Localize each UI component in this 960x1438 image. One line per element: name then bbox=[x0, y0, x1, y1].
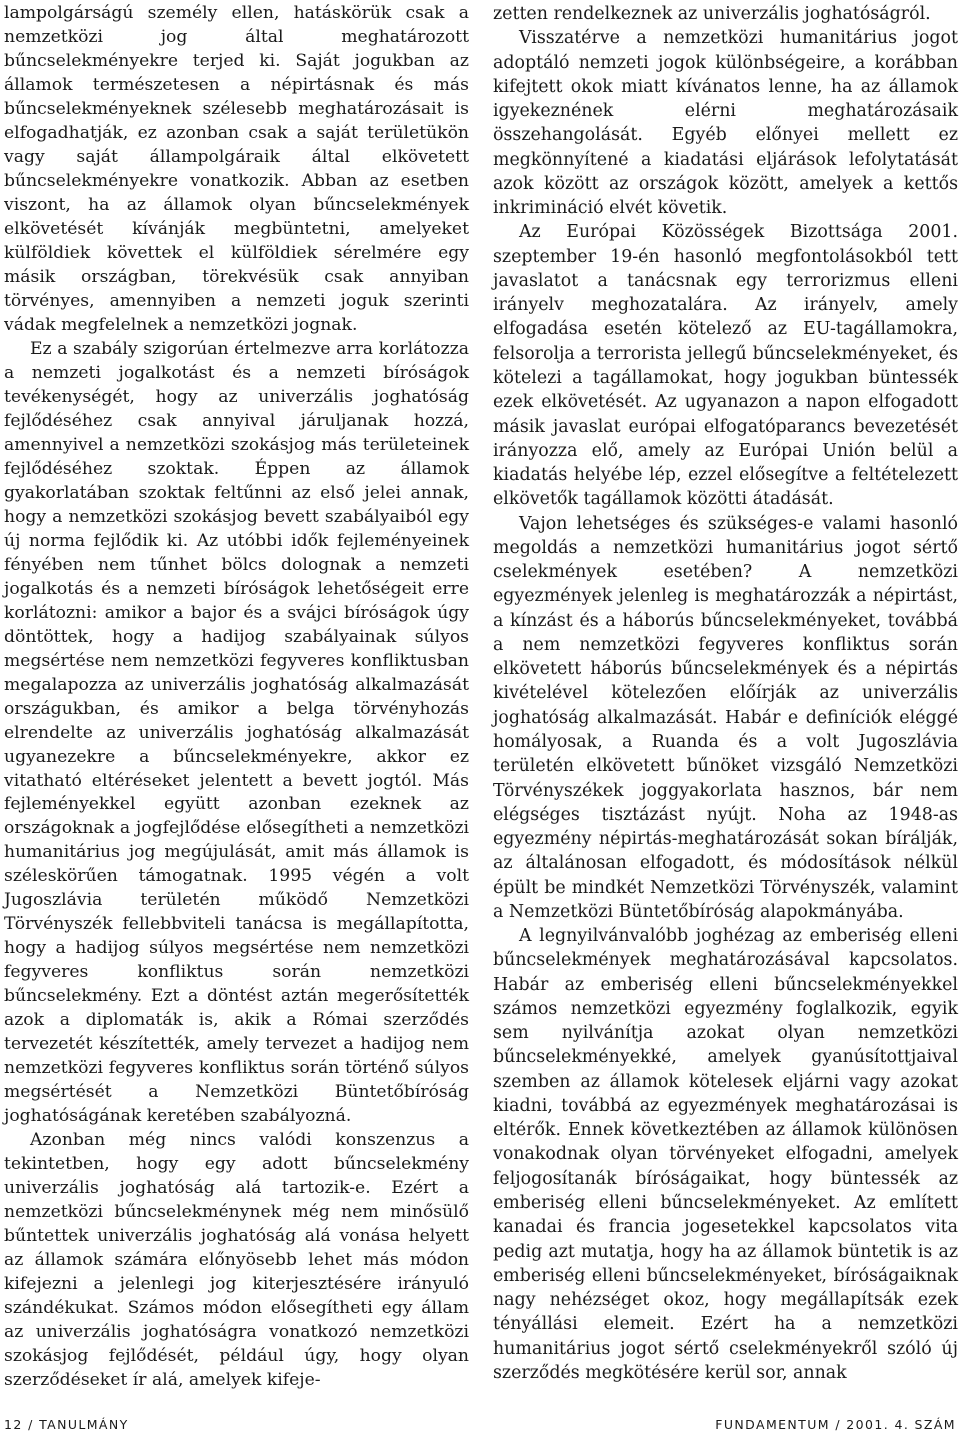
paragraph: Azonban még nincs valódi konszenzus a tekintetben, hogy egy adott bűncselekmény univerzális joghatóság alá tartozik-e. Ezért a nemzetközi bűncselekménynek még nem minősülő bűntettek univerzális joghatóság alá vonása helyett az államok számára előnyösebb lehet más módon kifejezni a jelenlegi jog kiterjesztésére irányuló szándékukat. Számos módon elősegítheti egy állam az univerzális joghatóságra vonatkozó nemzetközi szokásjog fejlődését, például úgy, hogy olyan szerződéseket ír alá, amelyek kifeje- bbox=[4, 1130, 469, 1391]
paragraph: Az Európai Közösségek Bizottsága 2001. szeptember 19-én hasonló megfontolásokból tett javaslatot a tanácsnak egy terrorizmus elleni irányelv meghozatalára. Az irányelv, amely elfogadása esetén kötelező az EU-tagállamokra, felsorolja a terrorista jellegű bűncselekményeket, és kötelezi a tagállamokat, hogy jogukban büntessék ezek elkövetését. Az ugyanazon a napon elfogadott másik javaslat európai elfogatóparancs bevezetését irányozza elő, amely az Európai Unión belül a kiadatás helyébe lép, ezzel elősegítve a feltételezett elkövetők tagállamok közötti átadását. bbox=[493, 222, 958, 510]
paragraph: A legnyilvánvalóbb joghézag az emberiség elleni bűncselekmények meghatározásával kapcsolatos. Habár az emberiség elleni bűncselekményekkel számos nemzetközi egyezmény foglalkozik, egyik sem nyilvánítja azokat olyan nemzetközi bűncselekményekké, amelyek gyanúsítottjaival szemben az államok kötelesek eljárni vagy azokat kiadni, továbbá az egyezmények meghatározásai is eltérők. Ennek következtében az államok különösen vonakodnak olyan törvényeket elfogadni, amelyek feljogosítanák bíróságaikat, hogy büntessék az emberiség elleni bűncselekményeket. Az említett kanadai és francia jogesetekkel kapcsolatos vita pedig azt mutatja, hogy ha az államok büntetik is az emberiség elleni bűncselekményeket, bíróságaiknak nagy nehézséget okoz, hogy megállapítsák ezek tényállási elemeit. Ezért ha a nemzetközi humanitárius jogot sértő cselekményekről szóló új szerződés megkötésére kerül sor, annak bbox=[493, 926, 958, 1383]
paragraph: Ez a szabály szigorúan értelmezve arra korlátozza a nemzeti jogalkotást és a nemzeti bíróságok tevékenységét, hogy az univerzális joghatóság fejlődéséhez csak annyival járuljanak hozzá, amennyivel a nemzetközi szokásjog más területeinek fejlődéséhez szoktak. Éppen az államok gyakorlatában szoktak feltűnni az első jelei annak, hogy a nemzetközi szokásjog bevett szabályaiból egy új norma fejlődik ki. Az utóbbi idők fejleményeinek fényében nem tűnhet bölcs dolognak a nemzeti jogalkotás és a nemzeti bíróságok lehetőségeit erre korlátozni: amikor a bajor és a svájci bíróságok úgy döntöttek, hogy a hadijog szabályainak súlyos megsértése nem nemzetközi fegyveres konfliktusban megalapozza az univerzális joghatóság alkalmazását országukban, és amikor a belga törvényhozás elrendelte az univerzális joghatóság alkalmazását ugyanezekre a bűncselekményekre, akkor ez vitatható eltéréseket jelentett a bevett jogtól. Más fejleményekkel együtt azonban ezeknek az országoknak a jogfejlődése elősegítheti a nemzetközi humanitárius jog megújulását, amit más államok is széleskörűen támogatnak. 1995 végén a volt Jugoszlávia területén működő Nemzetközi Törvényszék fellebbviteli tanácsa is megállapította, hogy a hadijog súlyos megsértése nem nemzetközi fegyveres konfliktus során nemzetközi bűncselekmény. Ezt a döntést aztán megerősítették azok a diplomaták is, akik a Római szerződés tervezetét készítették, amely tervezet a hadijog nem nemzetközi fegyveres konfliktus során történő súlyos megsértését a Nemzetközi Büntetőbíróság joghatóságának keretében szabályozná. bbox=[4, 338, 469, 1127]
paragraph: lampolgárságú személy ellen, hatáskörük csak a nemzetközi jog által meghatározott bűncselekményekre terjed ki. Saját jogukban az államok természetesen a népirtásnak és más bűncselekményeknek szélesebb meghatározásait is elfogadhatják, ez azonban csak a saját területükön vagy saját állampolgáraik által elkövetett bűncselekményekre vonatkozik. Abban az esetben viszont, ha az államok olyan bűncselekmények elkövetését kívánják megbüntetni, amelyeket külföldiek követtek el külföldiek sérelmére egy másik országban, törekvésük csak annyiban törvényes, amennyiben a nemzeti joguk szerinti vádak megfelelnek a nemzetközi jognak. bbox=[4, 3, 469, 335]
footer-page-label: 12 / TANULMÁNY bbox=[4, 1417, 129, 1432]
paragraph: Vajon lehetséges és szükséges-e valami hasonló megoldás a nemzetközi humanitárius jogot sértő cselekmények esetében? A nemzetközi egyezmények jelenleg is meghatározzák a népirtást, a kínzást és a háborús bűncselekményeket, továbbá a nem nemzetközi fegyveres konfliktus során elkövetett háborús bűncselekmények és a népirtás kivételével kötelezően előírják az univerzális joghatóság alkalmazását. Habár e definíciók eléggé homályosak, a Ruanda és a volt Jugoszlávia területén elkövetett bűnöket vizsgáló Nemzetközi Törvényszékek joggyakorlata hasznos, bár nem elégséges tisztázást nyújt. Noha az 1948-as egyezmény népirtás-meghatározását sokan bírálják, az általánosan elfogadott, és módosítások nélkül épült be mindkét Nemzetközi Törvényszék, valamint a Nemzetközi Büntetőbíróság alapokmányába. bbox=[493, 513, 958, 922]
left-column bbox=[4, 2, 469, 1393]
footer-journal-label: FUNDAMENTUM / 2001. 4. SZÁM bbox=[715, 1417, 956, 1432]
paragraph: zetten rendelkeznek az univerzális joghatóságról. bbox=[493, 4, 931, 24]
paragraph: Visszatérve a nemzetközi humanitárius jogot adoptáló nemzeti jogok különbségeire, a korábban kifejtett okok miatt kívánatos lenne, ha az államok igyekeznének elérni meghatározásaik összehangolását. Egyéb előnyei mellett ez megkönnyítené a kiadatási eljárások lefolytatását azok között az országok között, amelyek a kettős inkrimináció elvét követik. bbox=[493, 28, 958, 219]
right-column bbox=[493, 2, 958, 1385]
